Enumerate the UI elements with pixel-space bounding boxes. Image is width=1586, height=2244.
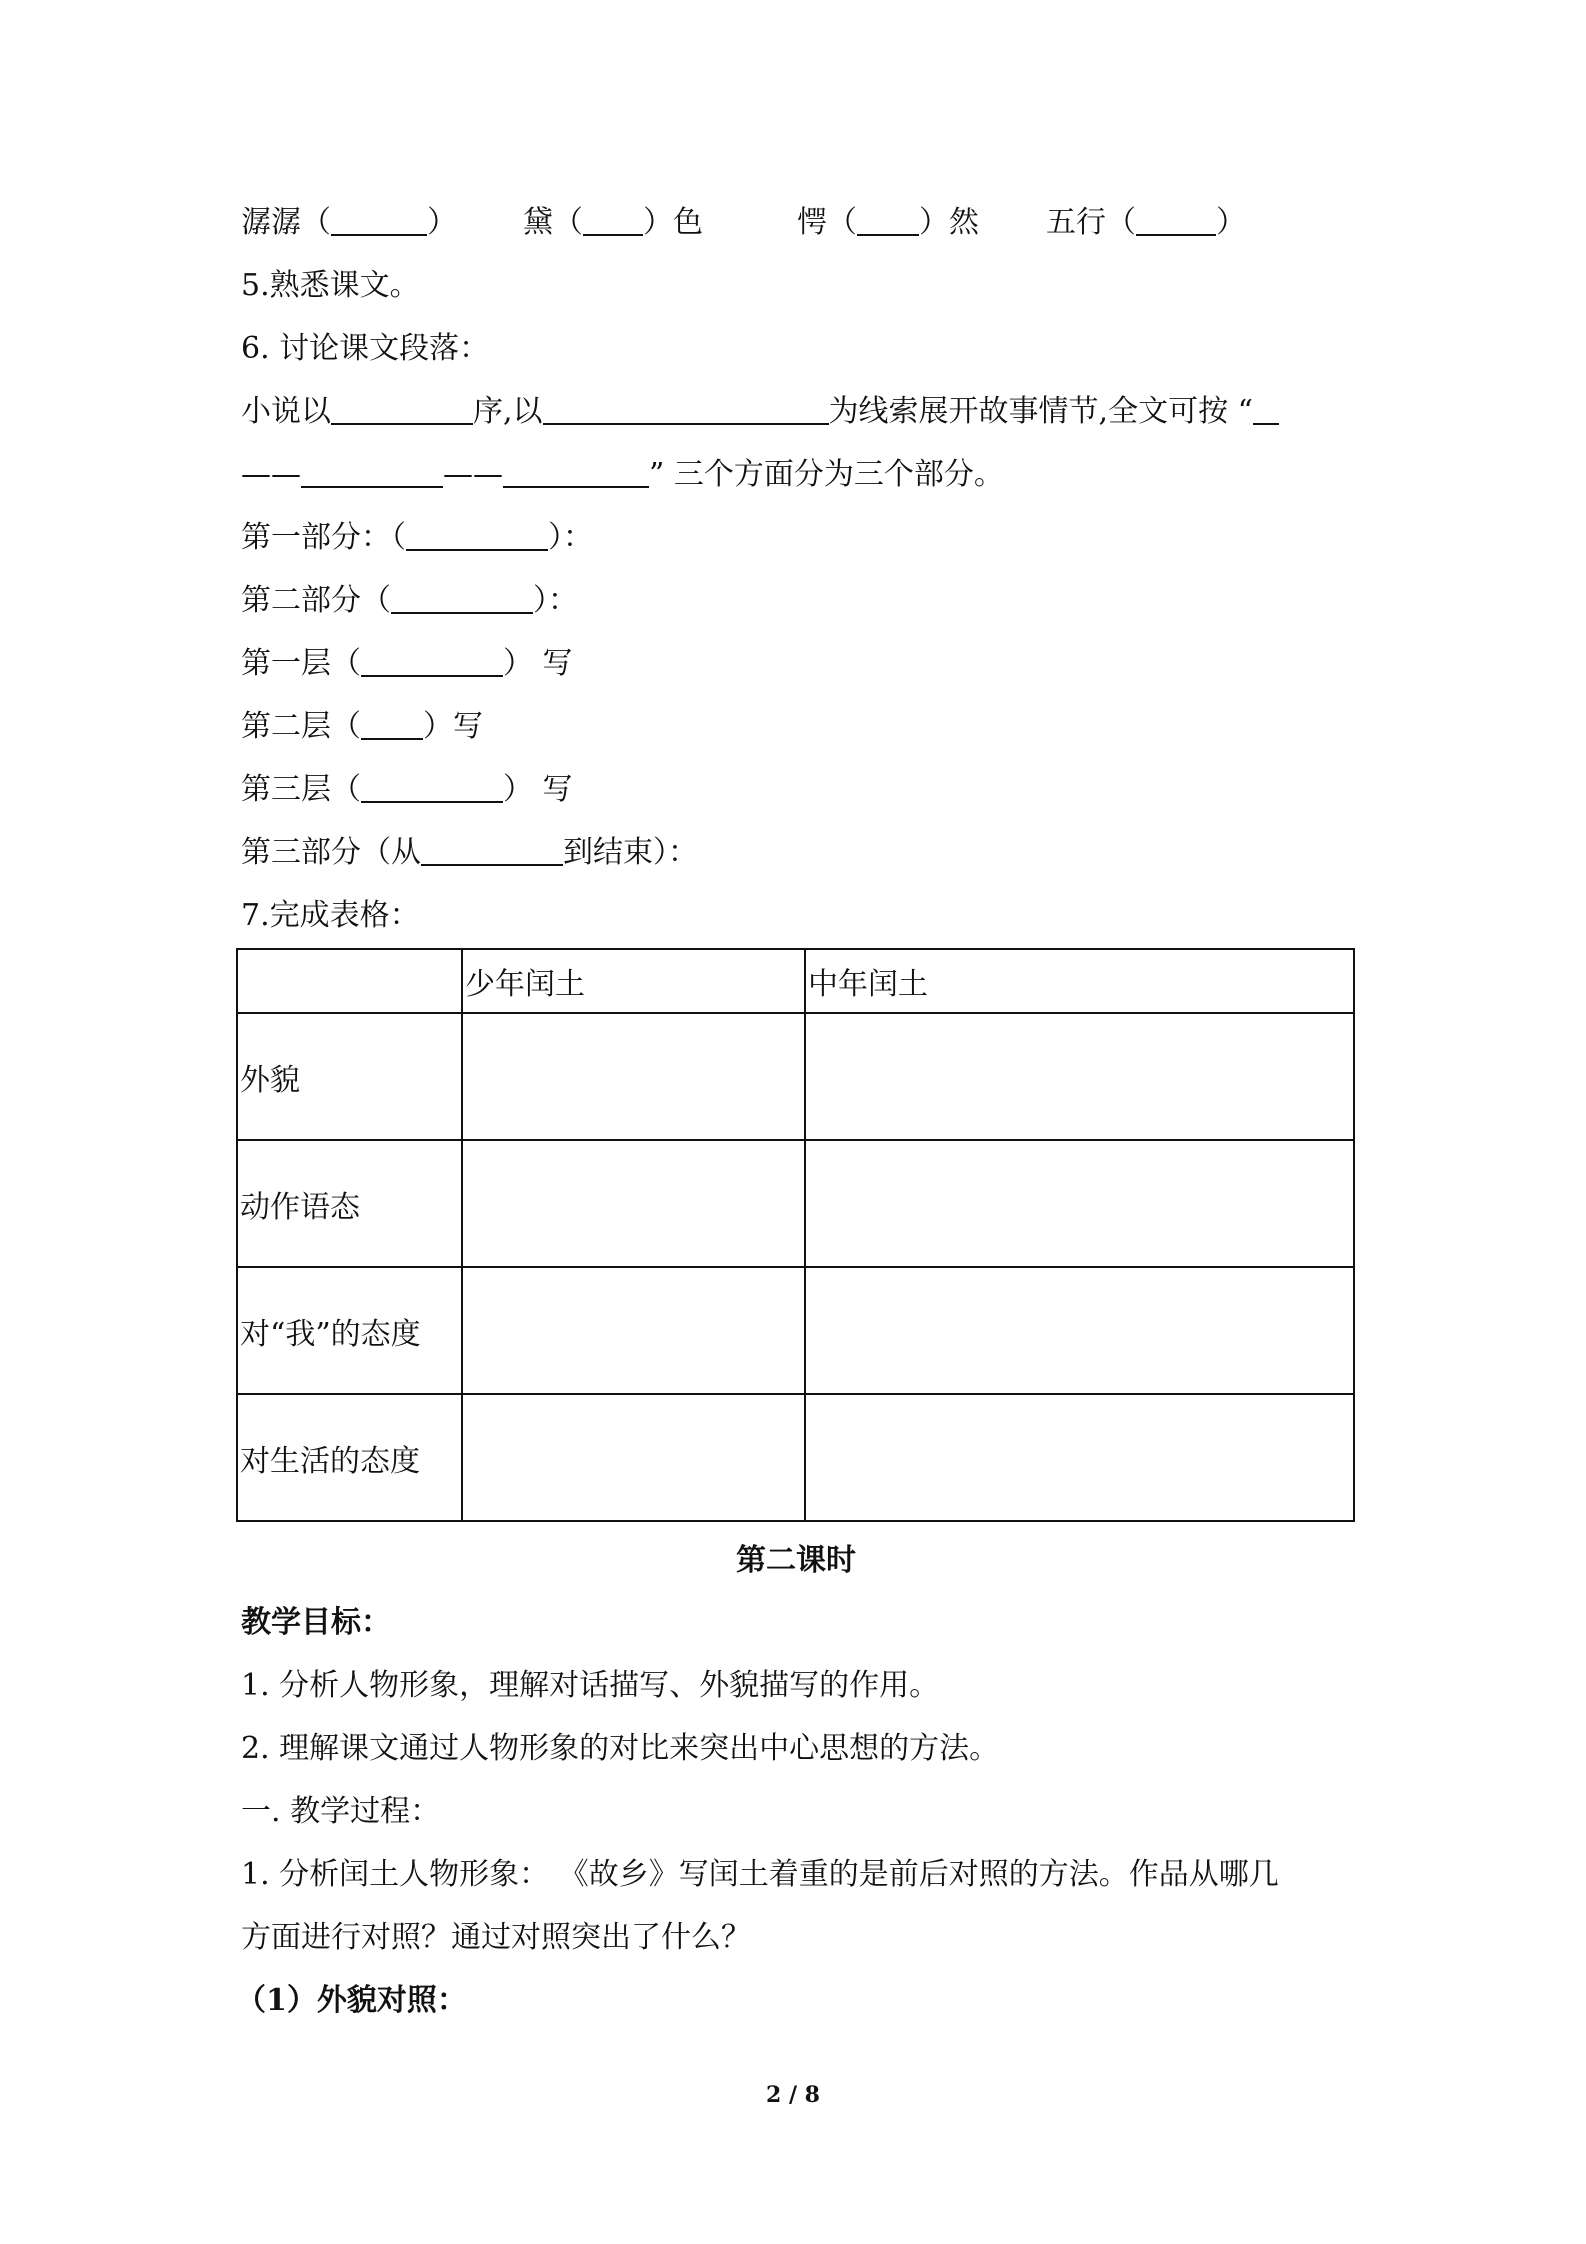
item-7: 7.完成表格： — [241, 898, 420, 933]
part-1-line: 第一部分：（ ）： — [241, 520, 593, 555]
paragraph-line-2: —— —— ” 三个方面分为三个部分。 — [241, 457, 1004, 492]
vocab-blank-1[interactable] — [331, 204, 427, 236]
part-3-blank[interactable] — [421, 834, 563, 866]
row-label: 动作语态 — [237, 1140, 462, 1267]
order-blank[interactable] — [331, 393, 473, 425]
table-cell[interactable] — [805, 1267, 1354, 1394]
table-cell[interactable] — [805, 1140, 1354, 1267]
vocab-word-1: 潺潺（ — [241, 205, 331, 240]
table-cell[interactable] — [805, 1013, 1354, 1140]
vocab-item-3: 愕（ ）然 — [797, 205, 979, 240]
table-row — [237, 1267, 1354, 1394]
row-label: 对生活的态度 — [237, 1394, 462, 1521]
comparison-table — [236, 948, 1355, 1522]
vocab-row: 潺潺（ ） — [241, 205, 457, 240]
vocab-blank-4[interactable] — [1136, 204, 1216, 236]
table-cell[interactable] — [462, 1394, 805, 1521]
clue-blank[interactable] — [543, 393, 829, 425]
page-number: 2 / 8 — [766, 2082, 820, 2108]
part-2-blank[interactable] — [391, 582, 533, 614]
layer-2-line: 第二层（ ）写 — [241, 709, 483, 744]
layer-2-blank[interactable] — [361, 708, 423, 740]
table-row — [237, 1394, 1354, 1521]
table-row — [237, 1140, 1354, 1267]
goals-title: 教学目标： — [241, 1605, 391, 1640]
layer-1-line: 第一层（ ） 写 — [241, 646, 573, 681]
table-header-cell: 少年闰土 — [462, 949, 805, 1013]
process-title: 一. 教学过程： — [241, 1794, 441, 1829]
row-label: 对“我”的态度 — [237, 1267, 462, 1394]
row-label: 外貌 — [237, 1013, 462, 1140]
goal-2: 2. 理解课文通过人物形象的对比来突出中心思想的方法。 — [241, 1731, 1000, 1766]
layer-1-blank[interactable] — [361, 645, 503, 677]
item-6: 6. 讨论课文段落： — [241, 331, 490, 366]
sub-heading-appearance: （1）外貌对照： — [236, 1983, 467, 2018]
table-row — [237, 1013, 1354, 1140]
lesson-title: 第二课时 — [736, 1543, 856, 1578]
table-cell[interactable] — [462, 1267, 805, 1394]
table-cell[interactable] — [462, 1013, 805, 1140]
table-header-cell — [237, 949, 462, 1013]
part-1-blank[interactable] — [406, 519, 548, 551]
table-header-row — [237, 949, 1354, 1013]
item-5: 5.熟悉课文。 — [241, 268, 420, 303]
aspect-blank-3[interactable] — [503, 456, 649, 488]
part-2-line: 第二部分（ ）： — [241, 583, 578, 618]
vocab-blank-2[interactable] — [583, 204, 643, 236]
layer-3-line: 第三层（ ） 写 — [241, 772, 573, 807]
aspect-blank-2[interactable] — [301, 456, 443, 488]
layer-3-blank[interactable] — [361, 771, 503, 803]
table-header-cell: 中年闰土 — [805, 949, 1354, 1013]
process-1-line-2: 方面进行对照？通过对照突出了什么？ — [241, 1920, 751, 1955]
paragraph-line-1: 小说以 序,以 为线索展开故事情节,全文可按 “ — [241, 389, 1279, 435]
vocab-blank-3[interactable] — [857, 204, 919, 236]
goal-1: 1. 分析人物形象，理解对话描写、外貌描写的作用。 — [241, 1668, 940, 1703]
aspect-blank-1[interactable] — [1253, 393, 1279, 425]
part-3-line: 第三部分（从 到结束）： — [241, 835, 698, 870]
process-1-line-1: 1. 分析闰土人物形象： 《故乡》写闰土着重的是前后对照的方法。作品从哪几 — [241, 1857, 1279, 1892]
table-cell[interactable] — [805, 1394, 1354, 1521]
vocab-item-4: 五行（ ） — [1046, 205, 1246, 240]
table-cell[interactable] — [462, 1140, 805, 1267]
vocab-item-2: 黛（ ）色 — [523, 205, 703, 240]
